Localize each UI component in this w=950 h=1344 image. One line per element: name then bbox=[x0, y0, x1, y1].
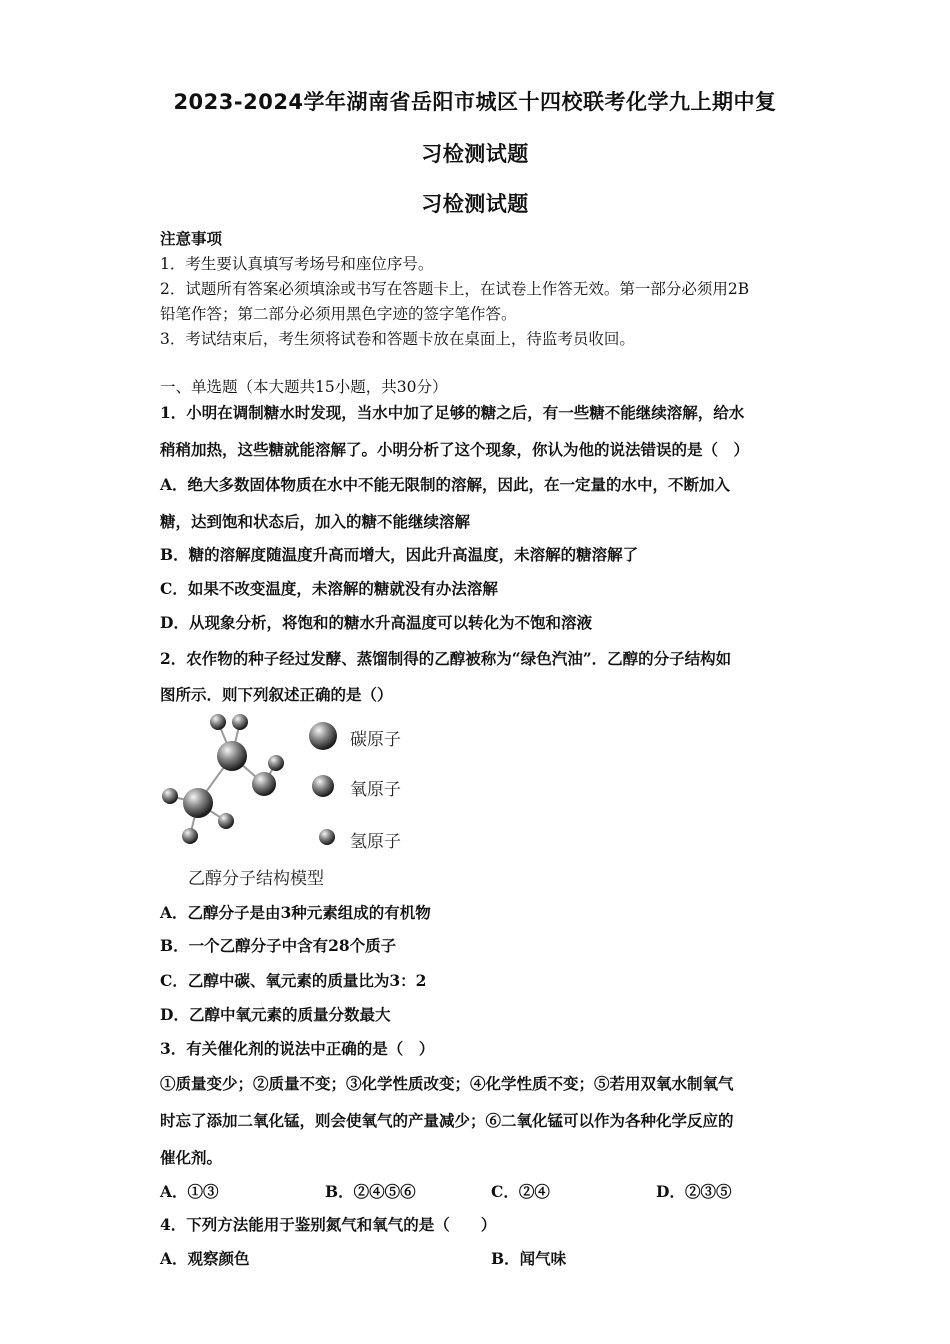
question-1-stem-cont: 稍稍加热，这些糖就能溶解了。小明分析了这个现象，你认为他的说法错误的是（ ） bbox=[160, 440, 750, 459]
question-3-option-a: A．①③ bbox=[160, 1182, 219, 1201]
page-title-line3: 习检测试题 bbox=[421, 192, 529, 216]
ethanol-molecule-figure bbox=[150, 708, 450, 858]
hydrogen-atom bbox=[232, 714, 248, 730]
question-3-statements: ①质量变少；②质量不变；③化学性质改变；④化学性质不变；⑤若用双氧水制氧气 bbox=[160, 1074, 734, 1093]
question-1-option-c: C．如果不改变温度，未溶解的糖就没有办法溶解 bbox=[160, 579, 498, 598]
hydrogen-atom bbox=[268, 755, 284, 771]
notice-item: 铅笔作答；第二部分必须用黑色字迹的签字笔作答。 bbox=[160, 305, 517, 323]
page-title-line2: 习检测试题 bbox=[421, 142, 529, 166]
question-1-option-b: B．糖的溶解度随温度升高而增大，因此升高温度，未溶解的糖溶解了 bbox=[160, 545, 639, 564]
question-2-option-b: B．一个乙醇分子中含有28个质子 bbox=[160, 936, 397, 955]
legend-carbon-atom bbox=[309, 722, 337, 750]
carbon-atom bbox=[217, 741, 247, 771]
notice-item: 2．试题所有答案必须填涂或书写在答题卡上，在试卷上作答无效。第一部分必须用2B bbox=[160, 280, 750, 298]
question-3-option-b: B．②④⑤⑥ bbox=[325, 1182, 416, 1201]
notice-item: 3．考试结束后，考生须将试卷和答题卡放在桌面上，待监考员收回。 bbox=[160, 330, 635, 348]
hydrogen-atom bbox=[218, 813, 234, 829]
question-2-option-d: D．乙醇中氧元素的质量分数最大 bbox=[160, 1005, 391, 1024]
legend-oxygen-label: 氧原子 bbox=[350, 780, 401, 800]
question-3-stem: 3．有关催化剂的说法中正确的是（ ） bbox=[160, 1039, 435, 1058]
question-2-option-c: C．乙醇中碳、氧元素的质量比为3：2 bbox=[160, 971, 427, 990]
question-2-option-a: A．乙醇分子是由3种元素组成的有机物 bbox=[160, 903, 431, 922]
question-4-stem: 4．下列方法能用于鉴别氮气和氧气的是（ ） bbox=[160, 1215, 497, 1234]
legend-hydrogen-label: 氢原子 bbox=[350, 832, 401, 852]
notice-item: 1．考生要认真填写考场号和座位序号。 bbox=[160, 255, 434, 273]
hydrogen-atom bbox=[210, 714, 226, 730]
legend-oxygen-atom bbox=[312, 775, 334, 797]
hydrogen-atom bbox=[182, 828, 198, 844]
carbon-atom bbox=[183, 788, 213, 818]
question-3-statements-cont: 时忘了添加二氧化锰，则会使氧气的产量减少；⑥二氧化锰可以作为各种化学反应的 bbox=[160, 1111, 734, 1130]
page-title: 2023-2024学年湖南省岳阳市城区十四校联考化学九上期中复 bbox=[173, 90, 777, 114]
question-3-statements-end: 催化剂。 bbox=[160, 1148, 223, 1167]
figure-caption: 乙醇分子结构模型 bbox=[188, 869, 324, 889]
question-1-option-a: A．绝大多数固体物质在水中不能无限制的溶解，因此，在一定量的水中，不断加入 bbox=[160, 475, 731, 494]
question-4-option-a: A．观察颜色 bbox=[160, 1249, 250, 1268]
question-1-stem: 1．小明在调制糖水时发现，当水中加了足够的糖之后，有一些糖不能继续溶解，给水 bbox=[160, 403, 745, 422]
notice-heading: 注意事项 bbox=[160, 229, 223, 248]
question-2-stem: 2．农作物的种子经过发酵、蒸馏制得的乙醇被称为“绿色汽油”．乙醇的分子结构如 bbox=[160, 649, 732, 668]
question-2-stem-cont: 图所示．则下列叙述正确的是（） bbox=[160, 685, 393, 704]
hydrogen-atom bbox=[162, 788, 178, 804]
legend-hydrogen-atom bbox=[319, 829, 335, 845]
question-4-option-b: B．闻气味 bbox=[491, 1249, 567, 1268]
question-3-option-c: C．②④ bbox=[491, 1182, 550, 1201]
question-1-option-a-cont: 糖，达到饱和状态后，加入的糖不能继续溶解 bbox=[160, 512, 471, 531]
question-1-option-d: D．从现象分析，将饱和的糖水升高温度可以转化为不饱和溶液 bbox=[160, 613, 592, 632]
question-3-option-d: D．②③⑤ bbox=[656, 1182, 732, 1201]
legend-carbon-label: 碳原子 bbox=[350, 730, 401, 750]
section-heading: 一、单选题（本大题共15小题，共30分） bbox=[160, 378, 448, 396]
oxygen-atom bbox=[252, 772, 276, 796]
